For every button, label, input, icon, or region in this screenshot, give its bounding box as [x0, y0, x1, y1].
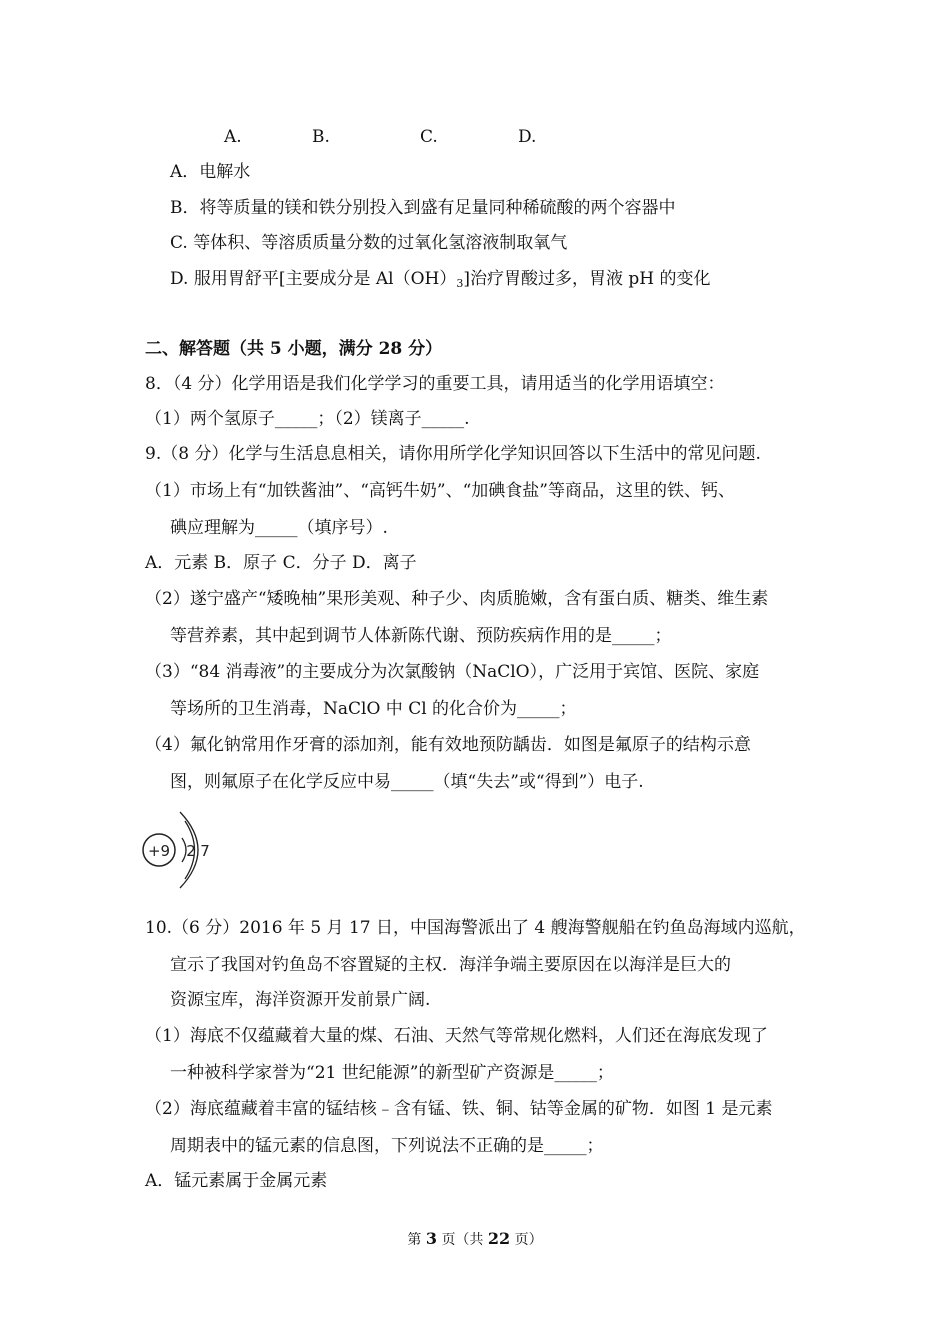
option-b-label: B. — [312, 127, 330, 147]
q7-choice-a: A．电解水 — [170, 162, 251, 182]
q8-line1: （1）两个氢原子_____；（2）镁离子_____. — [145, 409, 470, 429]
footer-middle: 页（共 — [441, 1232, 484, 1248]
q8-stem: 8．（4 分）化学用语是我们化学学习的重要工具，请用适当的化学用语填空： — [145, 374, 725, 394]
page-footer — [0, 1229, 950, 1249]
q10-part2-line2: 周期表中的锰元素的信息图，下列说法不正确的是_____； — [170, 1136, 604, 1156]
q9-part1-line1: （1）市场上有“加铁酱油”、“高钙牛奶”、“加碘食盐”等商品，这里的铁、钙、 — [145, 481, 735, 501]
option-d-label: D. — [518, 127, 537, 147]
q9-part3-line1: （3）“84 消毒液”的主要成分为次氯酸钠（NaClO），广泛用于宾馆、医院、家庭 — [145, 662, 760, 682]
option-a-label: A. — [224, 127, 242, 147]
q10-option-a: A．锰元素属于金属元素 — [145, 1171, 328, 1191]
q9-part4-line1: （4）氟化钠常用作牙膏的添加剂，能有效地预防龋齿．如图是氟原子的结构示意 — [145, 735, 751, 755]
q7-choice-c: C. 等体积、等溶质质量分数的过氧化氢溶液制取氧气 — [170, 233, 568, 253]
q9-stem: 9.（8 分）化学与生活息息相关，请你用所学化学知识回答以下生活中的常见问题. — [145, 444, 761, 464]
q10-line3: 资源宝库，海洋资源开发前景广阔. — [170, 990, 431, 1010]
footer-suffix: 页） — [514, 1232, 543, 1248]
q7-choice-d-text: D. 服用胃舒平[主要成分是 Al（OH） — [170, 269, 457, 289]
q9-part1-line2: 碘应理解为_____（填序号）. — [170, 518, 388, 538]
q9-part3-line2: 等场所的卫生消毒，NaClO 中 Cl 的化合价为_____； — [170, 699, 577, 719]
q7-choice-d-text-end: ]治疗胃酸过多，胃液 pH 的变化 — [463, 269, 711, 289]
q10-part1-line1: （1）海底不仅蕴藏着大量的煤、石油、天然气等常规化燃料，人们还在海底发现了 — [145, 1026, 768, 1046]
q7-choice-d — [170, 268, 711, 295]
q9-part2-line1: （2）遂宁盛产“矮晚柚”果形美观、种子少、肉质脆嫩，含有蛋白质、糖类、维生素 — [145, 589, 769, 609]
q10-line1: 10.（6 分）2016 年 5 月 17 日，中国海警派出了 4 艘海警舰船在钓鱼岛海域内巡航， — [145, 918, 806, 938]
footer-prefix: 第 — [407, 1232, 422, 1248]
q7-choice-d-subscript: 3 — [456, 277, 464, 290]
section-title: 二、解答题（共 5 小题，满分 28 分） — [145, 339, 443, 359]
total-page-count: 22 — [487, 1229, 511, 1248]
q10-line2: 宣示了我国对钓鱼岛不容置疑的主权．海洋争端主要原因在以海洋是巨大的 — [170, 955, 731, 975]
q9-part4-line2: 图，则氟原子在化学反应中易_____（填“失去”或“得到”）电子. — [170, 772, 644, 792]
current-page-number: 3 — [425, 1229, 437, 1248]
option-c-label: C. — [420, 127, 438, 147]
q9-part2-line2: 等营养素，其中起到调节人体新陈代谢、预防疾病作用的是_____； — [170, 626, 672, 646]
q9-part1-options: A．元素 B．原子 C．分子 D．离子 — [145, 553, 417, 573]
inner-shell-electrons: 2 — [186, 842, 196, 860]
nucleus-charge: +9 — [147, 842, 171, 860]
fluorine-atom-diagram — [140, 808, 220, 892]
q7-choice-b: B．将等质量的镁和铁分别投入到盛有足量同种稀硫酸的两个容器中 — [170, 198, 676, 218]
q10-part2-line1: （2）海底蕴藏着丰富的锰结核﹣含有锰、铁、铜、钴等金属的矿物．如图 1 是元素 — [145, 1099, 773, 1119]
outer-shell-electrons: 7 — [200, 842, 210, 860]
q10-part1-line2: 一种被科学家誉为“21 世纪能源”的新型矿产资源是_____； — [170, 1063, 614, 1083]
